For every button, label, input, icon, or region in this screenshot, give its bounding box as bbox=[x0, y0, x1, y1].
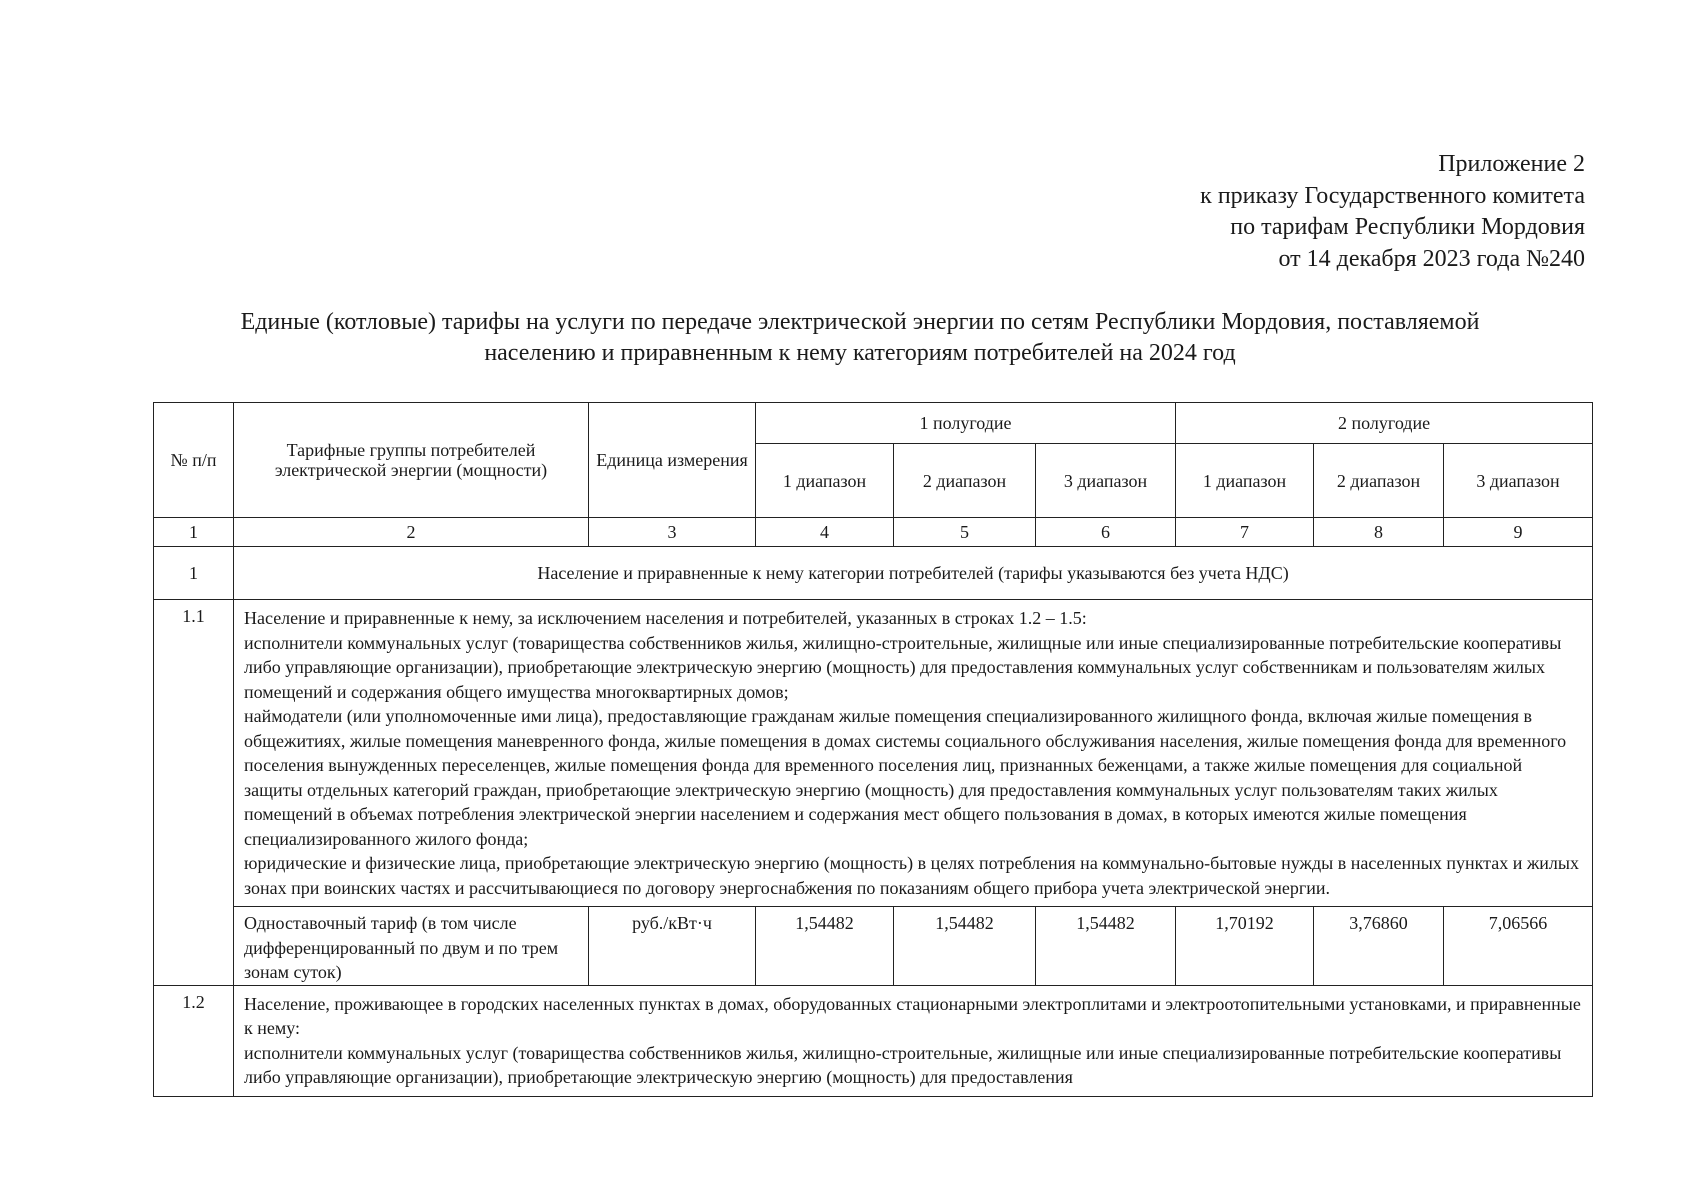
appendix-header bbox=[985, 149, 1585, 275]
category-description bbox=[234, 985, 1593, 1096]
table-row bbox=[154, 985, 1593, 1096]
category-paragraph: юридические и физические лица, приобретающие электрическую энергию (мощность) в целях потребления на коммунально-бытовые нужды в населенных пунктах и жилых зонах при воинских частях и рассчитывающиеся по договору энергоснабжения по показаниям общего прибора учета электрической энергии. bbox=[244, 853, 1579, 898]
tariff-value: 1,54482 bbox=[894, 907, 1036, 986]
tariff-label: Одноставочный тариф (в том числе дифференцированный по двум и по трем зонам суток) bbox=[234, 907, 589, 986]
column-number: 5 bbox=[894, 518, 1036, 547]
header-range: 1 диапазон bbox=[1176, 444, 1314, 518]
table-row bbox=[154, 907, 1593, 986]
category-intro: Население и приравненные к нему, за исключением населения и потребителей, указанных в строках 1.2 – 1.5: bbox=[244, 608, 1087, 628]
section-number: 1 bbox=[154, 547, 234, 600]
tariff-value: 1,54482 bbox=[756, 907, 894, 986]
column-number: 9 bbox=[1444, 518, 1593, 547]
header-range: 2 диапазон bbox=[894, 444, 1036, 518]
column-number: 3 bbox=[589, 518, 756, 547]
header-range: 3 диапазон bbox=[1444, 444, 1593, 518]
appendix-line: от 14 декабря 2023 года №240 bbox=[1278, 245, 1585, 272]
appendix-line: по тарифам Республики Мордовия bbox=[1230, 214, 1585, 240]
header-range: 1 диапазон bbox=[756, 444, 894, 518]
appendix-line: к приказу Государственного комитета bbox=[1200, 182, 1585, 209]
tariff-unit: руб./кВт·ч bbox=[589, 907, 756, 986]
column-number: 4 bbox=[756, 518, 894, 547]
header-range: 3 диапазон bbox=[1036, 444, 1176, 518]
column-numbers-row bbox=[154, 518, 1593, 547]
tariff-value: 1,54482 bbox=[1036, 907, 1176, 986]
tariff-value: 3,76860 bbox=[1314, 907, 1444, 986]
title-line: Единые (котловые) тарифы на услуги по передаче электрической энергии по сетям Республики Мордовия, поставляемой bbox=[240, 309, 1480, 335]
header-unit: Единица измерения bbox=[589, 403, 756, 518]
category-paragraph: исполнители коммунальных услуг (товарищества собственников жилья, жилищно-строительные, жилищные или иные специализированные потребительские кооперативы либо управляющие организации), приобретающие электрическую энергию (мощность) для предоставления bbox=[244, 1042, 1562, 1087]
row-number: 1.1 bbox=[154, 600, 234, 986]
category-paragraph: наймодатели (или уполномоченные ими лица), предоставляющие гражданам жилые помещения специализированного жилищного фонда, включая жилые помещения в общежитиях, жилые помещения маневренного фонда, жилые помещения в домах системы социального обслуживания населения, жилые помещения фонда для временного поселения вынужденных переселенцев, жилые помещения фонда для временного поселения лиц, признанных беженцами, а также жилые помещения для социальной защиты отдельных категорий граждан, приобретающие электрическую энергию (мощность) для предоставления коммунальных услуг пользователям таких жилых помещений в объемах потребления электрической энергии населением и содержания мест общего пользования в домах, в которых имеются жилые помещения специализированного жилого фонда; bbox=[244, 706, 1567, 849]
row-number: 1.2 bbox=[154, 985, 234, 1096]
tariff-value: 7,06566 bbox=[1444, 907, 1593, 986]
column-number: 7 bbox=[1176, 518, 1314, 547]
header-half-2: 2 полугодие bbox=[1176, 403, 1593, 444]
category-intro: Население, проживающее в городских населенных пунктах в домах, оборудованных стационарными электроплитами и электроотопительными установками, и приравненные к нему: bbox=[244, 993, 1581, 1038]
title-line: населению и приравненным к нему категориям потребителей на 2024 год bbox=[484, 340, 1236, 366]
category-description bbox=[234, 600, 1593, 907]
document-title bbox=[150, 307, 1570, 369]
header-row bbox=[154, 403, 1593, 444]
category-paragraph: исполнители коммунальных услуг (товарищества собственников жилья, жилищно-строительные, жилищные или иные специализированные потребительские кооперативы либо управляющие организации), приобретающие электрическую энергию (мощность) для предоставления коммунальных услуг собственникам и пользователям жилых помещений и содержания общего имущества многоквартирных домов; bbox=[244, 632, 1562, 702]
column-number: 1 bbox=[154, 518, 234, 547]
column-number: 2 bbox=[234, 518, 589, 547]
section-title: Население и приравненные к нему категории потребителей (тарифы указываются без учета НДС) bbox=[234, 547, 1593, 600]
header-half-1: 1 полугодие bbox=[756, 403, 1176, 444]
header-num: № п/п bbox=[154, 403, 234, 518]
header-range: 2 диапазон bbox=[1314, 444, 1444, 518]
header-groups: Тарифные группы потребителей электрической энергии (мощности) bbox=[234, 403, 589, 518]
section-row bbox=[154, 547, 1593, 600]
table-row bbox=[154, 600, 1593, 907]
appendix-line: Приложение 2 bbox=[1438, 151, 1585, 177]
tariff-table bbox=[153, 402, 1593, 1097]
column-number: 6 bbox=[1036, 518, 1176, 547]
tariff-value: 1,70192 bbox=[1176, 907, 1314, 986]
column-number: 8 bbox=[1314, 518, 1444, 547]
